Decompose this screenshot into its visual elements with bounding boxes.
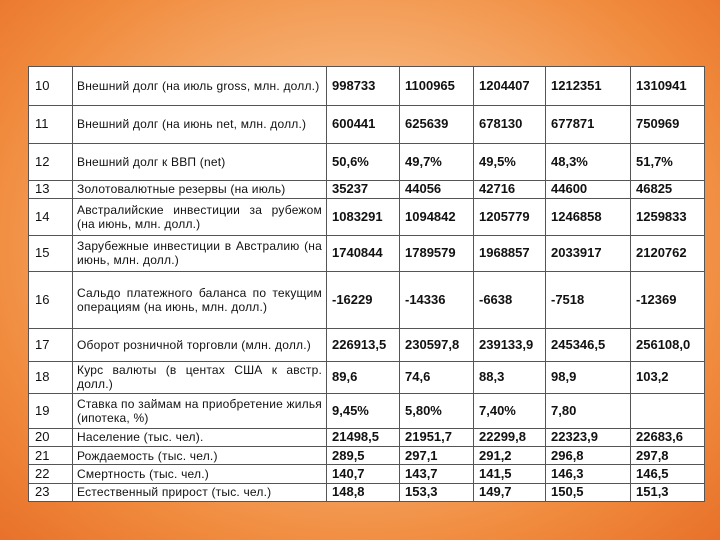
row-number: 23: [29, 483, 73, 501]
table-row: [29, 272, 705, 329]
statistics-table: [28, 66, 705, 502]
value-cell: -6638: [474, 272, 546, 329]
value-cell: 600441: [327, 105, 400, 144]
value-cell: 1789579: [400, 235, 474, 272]
value-cell: 88,3: [474, 361, 546, 394]
value-cell: 226913,5: [327, 329, 400, 362]
row-number: 10: [29, 67, 73, 106]
value-cell: 74,6: [400, 361, 474, 394]
value-cell: -7518: [546, 272, 631, 329]
value-cell: -16229: [327, 272, 400, 329]
table-row: [29, 180, 705, 198]
value-cell: 678130: [474, 105, 546, 144]
value-cell: 1204407: [474, 67, 546, 106]
row-number: 18: [29, 361, 73, 394]
indicator-label: Золотовалютные резервы (на июль): [73, 180, 327, 198]
table-row: [29, 67, 705, 106]
table-row: [29, 105, 705, 144]
value-cell: 46825: [631, 180, 705, 198]
value-cell: 21951,7: [400, 428, 474, 446]
value-cell: 141,5: [474, 465, 546, 483]
row-number: 14: [29, 199, 73, 236]
value-cell: 35237: [327, 180, 400, 198]
table-row: [29, 447, 705, 465]
value-cell: 42716: [474, 180, 546, 198]
value-cell: 49,7%: [400, 144, 474, 181]
value-cell: 89,6: [327, 361, 400, 394]
value-cell: 230597,8: [400, 329, 474, 362]
value-cell: 22323,9: [546, 428, 631, 446]
row-number: 22: [29, 465, 73, 483]
row-number: 21: [29, 447, 73, 465]
row-number: 11: [29, 105, 73, 144]
value-cell: 22299,8: [474, 428, 546, 446]
value-cell: 297,8: [631, 447, 705, 465]
indicator-label: Ставка по займам на приобретение жилья (ипотека, %): [73, 394, 327, 429]
table-row: [29, 465, 705, 483]
table-row: [29, 483, 705, 501]
table-row: [29, 235, 705, 272]
value-cell: 150,5: [546, 483, 631, 501]
row-number: 16: [29, 272, 73, 329]
indicator-label: Сальдо платежного баланса по текущим операциям (на июнь, млн. долл.): [73, 272, 327, 329]
value-cell: 1212351: [546, 67, 631, 106]
value-cell: 256108,0: [631, 329, 705, 362]
indicator-label: Внешний долг (на июль gross, млн. долл.): [73, 67, 327, 106]
value-cell: 51,7%: [631, 144, 705, 181]
row-number: 19: [29, 394, 73, 429]
value-cell: 2033917: [546, 235, 631, 272]
indicator-label: Курс валюты (в центах США к австр. долл.): [73, 361, 327, 394]
value-cell: 1100965: [400, 67, 474, 106]
table-row: [29, 144, 705, 181]
value-cell: 49,5%: [474, 144, 546, 181]
row-number: 20: [29, 428, 73, 446]
indicator-label: Естественный прирост (тыс. чел.): [73, 483, 327, 501]
value-cell: 1205779: [474, 199, 546, 236]
table-row: [29, 329, 705, 362]
table-body: [29, 67, 705, 502]
value-cell: 9,45%: [327, 394, 400, 429]
value-cell: -12369: [631, 272, 705, 329]
value-cell: 1094842: [400, 199, 474, 236]
value-cell: 98,9: [546, 361, 631, 394]
value-cell: 289,5: [327, 447, 400, 465]
value-cell: 149,7: [474, 483, 546, 501]
value-cell: 21498,5: [327, 428, 400, 446]
value-cell: 44600: [546, 180, 631, 198]
value-cell: 1740844: [327, 235, 400, 272]
value-cell: 1968857: [474, 235, 546, 272]
value-cell: 5,80%: [400, 394, 474, 429]
row-number: 15: [29, 235, 73, 272]
value-cell: 146,3: [546, 465, 631, 483]
value-cell: 7,40%: [474, 394, 546, 429]
table-row: [29, 199, 705, 236]
table-row: [29, 361, 705, 394]
value-cell: 50,6%: [327, 144, 400, 181]
row-number: 17: [29, 329, 73, 362]
value-cell: 44056: [400, 180, 474, 198]
value-cell: 22683,6: [631, 428, 705, 446]
value-cell: 146,5: [631, 465, 705, 483]
value-cell: 48,3%: [546, 144, 631, 181]
table-row: [29, 428, 705, 446]
value-cell: 239133,9: [474, 329, 546, 362]
indicator-label: Внешний долг к ВВП (net): [73, 144, 327, 181]
value-cell: 7,80: [546, 394, 631, 429]
value-cell: -14336: [400, 272, 474, 329]
value-cell: 151,3: [631, 483, 705, 501]
value-cell: 1083291: [327, 199, 400, 236]
value-cell: 296,8: [546, 447, 631, 465]
indicator-label: Оборот розничной торговли (млн. долл.): [73, 329, 327, 362]
row-number: 12: [29, 144, 73, 181]
value-cell: 140,7: [327, 465, 400, 483]
indicator-label: Рождаемость (тыс. чел.): [73, 447, 327, 465]
value-cell: 998733: [327, 67, 400, 106]
value-cell: 297,1: [400, 447, 474, 465]
value-cell: 625639: [400, 105, 474, 144]
value-cell: 103,2: [631, 361, 705, 394]
indicator-label: Зарубежные инвестиции в Австралию (на июнь, млн. долл.): [73, 235, 327, 272]
value-cell: [631, 394, 705, 429]
indicator-label: Австралийские инвестиции за рубежом (на июнь, млн. долл.): [73, 199, 327, 236]
value-cell: 2120762: [631, 235, 705, 272]
value-cell: 148,8: [327, 483, 400, 501]
row-number: 13: [29, 180, 73, 198]
value-cell: 1259833: [631, 199, 705, 236]
indicator-label: Население (тыс. чел).: [73, 428, 327, 446]
indicator-label: Внешний долг (на июнь net, млн. долл.): [73, 105, 327, 144]
value-cell: 750969: [631, 105, 705, 144]
value-cell: 143,7: [400, 465, 474, 483]
value-cell: 1310941: [631, 67, 705, 106]
value-cell: 1246858: [546, 199, 631, 236]
table-row: [29, 394, 705, 429]
value-cell: 153,3: [400, 483, 474, 501]
value-cell: 677871: [546, 105, 631, 144]
value-cell: 245346,5: [546, 329, 631, 362]
indicator-label: Смертность (тыс. чел.): [73, 465, 327, 483]
value-cell: 291,2: [474, 447, 546, 465]
